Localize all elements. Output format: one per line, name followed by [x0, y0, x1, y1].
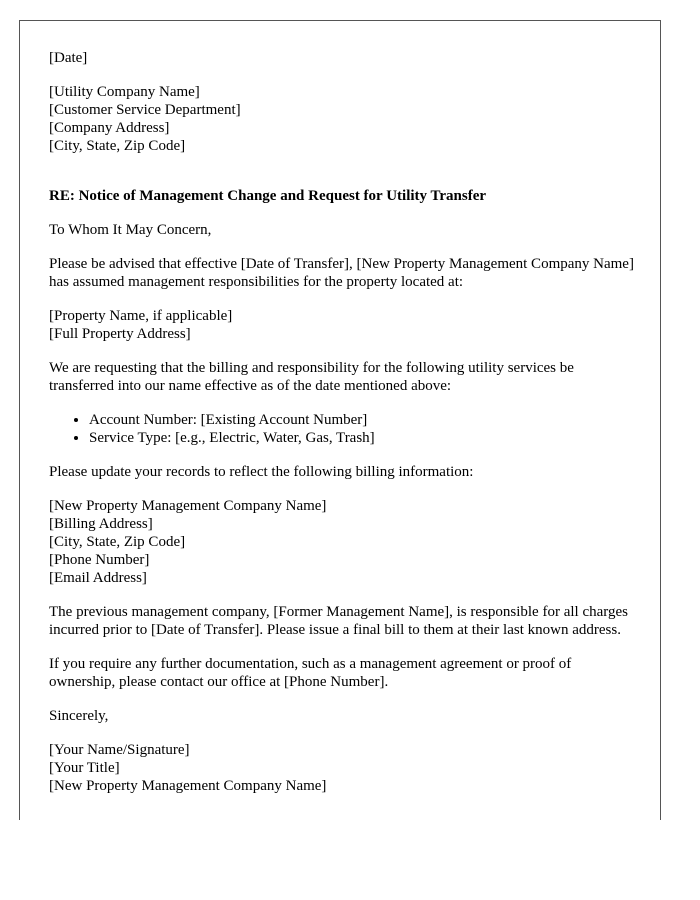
list-item: • Account Number: [Existing Account Number]	[89, 411, 639, 429]
letter-salutation: To Whom It May Concern,	[49, 222, 212, 238]
spacer	[49, 343, 639, 359]
update-paragraph: Please update your records to reflect the following billing information:	[49, 464, 474, 480]
request-paragraph: We are requesting that the billing and responsibility for the following utility services be transferred into our name effective as of the date mentioned above:	[49, 360, 574, 394]
signature-name: [Your Name/Signature]	[49, 742, 190, 758]
letter-closing: Sincerely,	[49, 708, 109, 724]
signature-company: [New Property Management Company Name]	[49, 778, 327, 794]
letter-body	[49, 49, 639, 795]
property-address: [Full Property Address]	[49, 326, 191, 342]
recipient-company: [Utility Company Name]	[49, 84, 200, 100]
billing-city-state-zip: [City, State, Zip Code]	[49, 534, 186, 550]
spacer	[49, 171, 639, 187]
recipient-address: [Company Address]	[49, 120, 170, 136]
letter-subject: RE: Notice of Management Change and Request for Utility Transfer	[49, 188, 487, 204]
recipient-department: [Customer Service Department]	[49, 102, 241, 118]
property-block	[49, 307, 639, 343]
services-list	[49, 411, 639, 447]
list-item: • Service Type: [e.g., Electric, Water, Gas, Trash]	[89, 429, 639, 447]
letter-date: [Date]	[49, 50, 88, 66]
letter-page	[19, 20, 661, 820]
intro-paragraph: Please be advised that effective [Date of Transfer], [New Property Management Company Name] has assumed management responsibilities for the property located at:	[49, 256, 634, 290]
signature-title: [Your Title]	[49, 760, 120, 776]
billing-block	[49, 497, 639, 587]
billing-phone: [Phone Number]	[49, 552, 150, 568]
billing-address: [Billing Address]	[49, 516, 153, 532]
spacer	[49, 587, 639, 603]
previous-management-paragraph: The previous management company, [Former Management Name], is responsible for all charges incurred prior to [Date of Transfer]. Please issue a final bill to them at their last known address.	[49, 604, 628, 638]
recipient-city-state-zip: [City, State, Zip Code]	[49, 138, 186, 154]
billing-company: [New Property Management Company Name]	[49, 498, 327, 514]
further-documentation-paragraph: If you require any further documentation, such as a management agreement or proof of ownership, please contact our office at [Phone Number].	[49, 656, 572, 690]
billing-email: [Email Address]	[49, 570, 147, 586]
property-name: [Property Name, if applicable]	[49, 308, 233, 324]
signature-block	[49, 741, 639, 795]
